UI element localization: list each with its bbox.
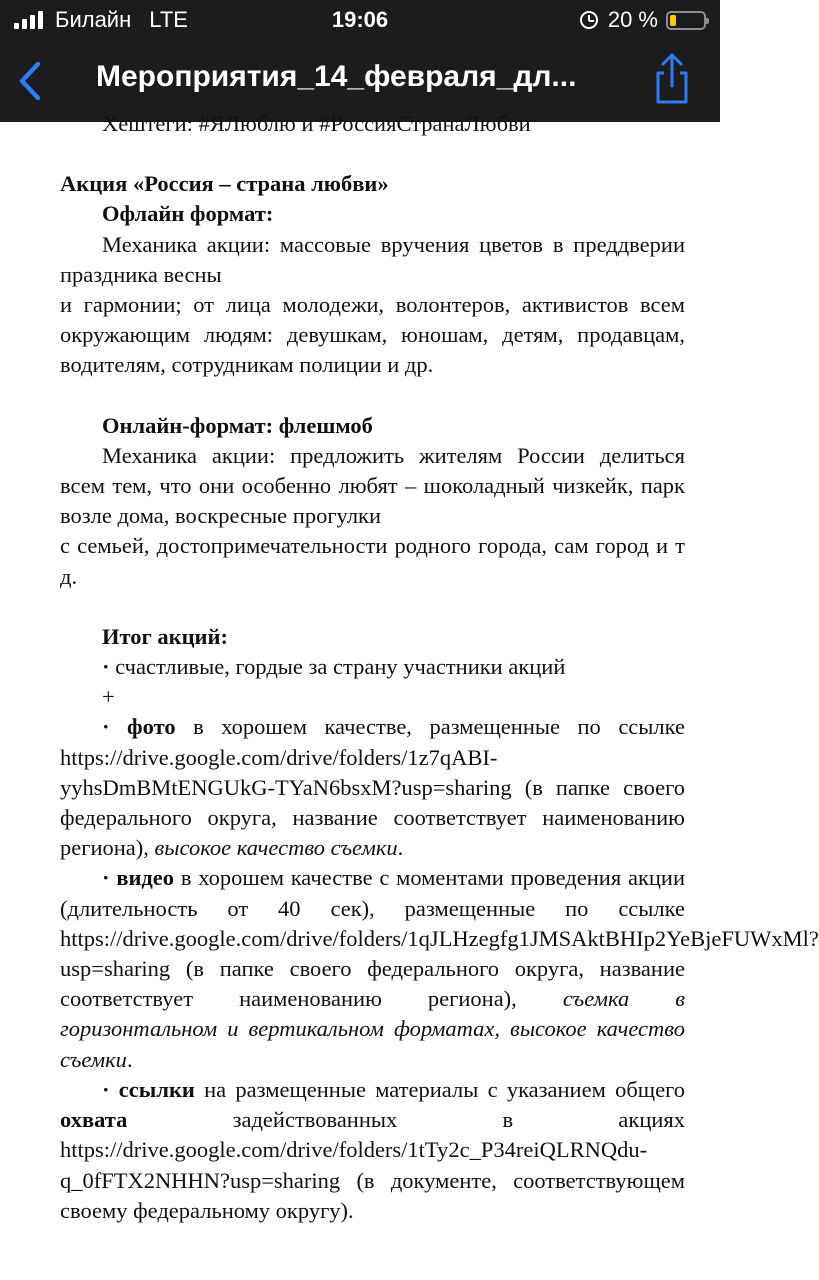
- video-end: .: [126, 1046, 133, 1072]
- result-item-1-text: счастливые, гордые за страну участники акций: [115, 654, 566, 680]
- carrier-name: Билайн: [55, 7, 132, 32]
- photo-end: .: [397, 835, 404, 861]
- result-item-links: [60, 1075, 685, 1226]
- photo-label: фото: [127, 714, 176, 740]
- reach-label: охвата: [60, 1107, 128, 1133]
- offline-heading: Офлайн формат:: [102, 201, 274, 227]
- status-bar: [0, 0, 720, 40]
- result-item-video: [60, 863, 819, 1074]
- offline-paragraph-1: Механика акции: массовые вручения цветов в преддверии праздника весны: [60, 231, 685, 287]
- battery-level: [670, 15, 676, 26]
- back-button[interactable]: [10, 54, 54, 108]
- result-item-photo: [60, 712, 685, 863]
- share-button[interactable]: [650, 52, 694, 106]
- hashtags-line: Хештеги: #ЯЛюблю и #РоссияСтранаЛюбви: [102, 111, 531, 136]
- bullet: ·: [102, 1076, 110, 1102]
- result-heading: Итог акций:: [102, 623, 228, 649]
- online-heading: Онлайн-формат: флешмоб: [102, 412, 373, 438]
- status-right: [580, 7, 706, 33]
- video-text: в хорошем качестве с моментами проведения акции (длительность от 40 сек), размещенные по ссылке https://drive.google.com/drive/folders/1qJLHzegfg1JMSAktBHIp2YeBjeFUWxMl?usp=sharing (в папке своего федерального округа, название соответствует наименованию региона),: [60, 865, 819, 1012]
- alarm-icon: [580, 11, 598, 29]
- plus-line: +: [102, 684, 115, 710]
- action-title: Акция «Россия – страна любви»: [60, 171, 389, 197]
- share-icon: [650, 52, 694, 106]
- video-format-note: съемка в горизонтальном и вертикальном форматах, высокое качество съемки: [60, 986, 685, 1072]
- document-title: Мероприятия_14_февраля_дл...: [96, 60, 577, 93]
- offline-paragraph-2: и гармонии; от лица молодежи, волонтеров, активистов всем окружающим людям: девушкам, юношам, детям, продавцам, водителям, сотрудникам полиции и др.: [60, 292, 685, 378]
- photo-quality-note: высокое качество съемки: [154, 835, 398, 861]
- online-paragraph-2: с семьей, достопримечательности родного города, сам город и т д.: [60, 533, 685, 589]
- photo-text: в хорошем качестве, размещенные по ссылке https://drive.google.com/drive/folders/1z7qABI-yyhsDmBMtENGUkG-TYaN6bsxM?usp=sharing (в папке своего федерального округа, название соответствует наименованию региона),: [60, 714, 686, 861]
- links-text-2: задействованных в акциях https://drive.google.com/drive/folders/1tTy2c_P34reiQLRNQdu-q_0fFTX2NHHN?usp=sharing (в документе, соответствующем своему федеральному округу).: [60, 1107, 685, 1223]
- battery-icon: [666, 11, 706, 30]
- status-time: 19:06: [331, 7, 389, 32]
- document-viewer[interactable]: [0, 111, 819, 1280]
- links-label: ссылки: [118, 1076, 195, 1102]
- result-item-1: [60, 652, 685, 682]
- chevron-left-icon: [10, 54, 54, 108]
- online-paragraph-1: Механика акции: предложить жителям России делиться всем тем, что они особенно любят – шоколадный чизкейк, парк возле дома, воскресные прогулки: [60, 442, 685, 529]
- document-page: [60, 109, 819, 1226]
- bullet: ·: [102, 714, 110, 740]
- network-type: LTE: [149, 7, 188, 32]
- battery-tip: [706, 18, 709, 24]
- bullet: ·: [102, 865, 110, 891]
- bullet: ·: [102, 654, 110, 680]
- battery-percent: 20 %: [607, 7, 658, 32]
- links-text-1: на размещенные материалы с указанием общего: [194, 1076, 686, 1102]
- video-label: видео: [116, 865, 175, 891]
